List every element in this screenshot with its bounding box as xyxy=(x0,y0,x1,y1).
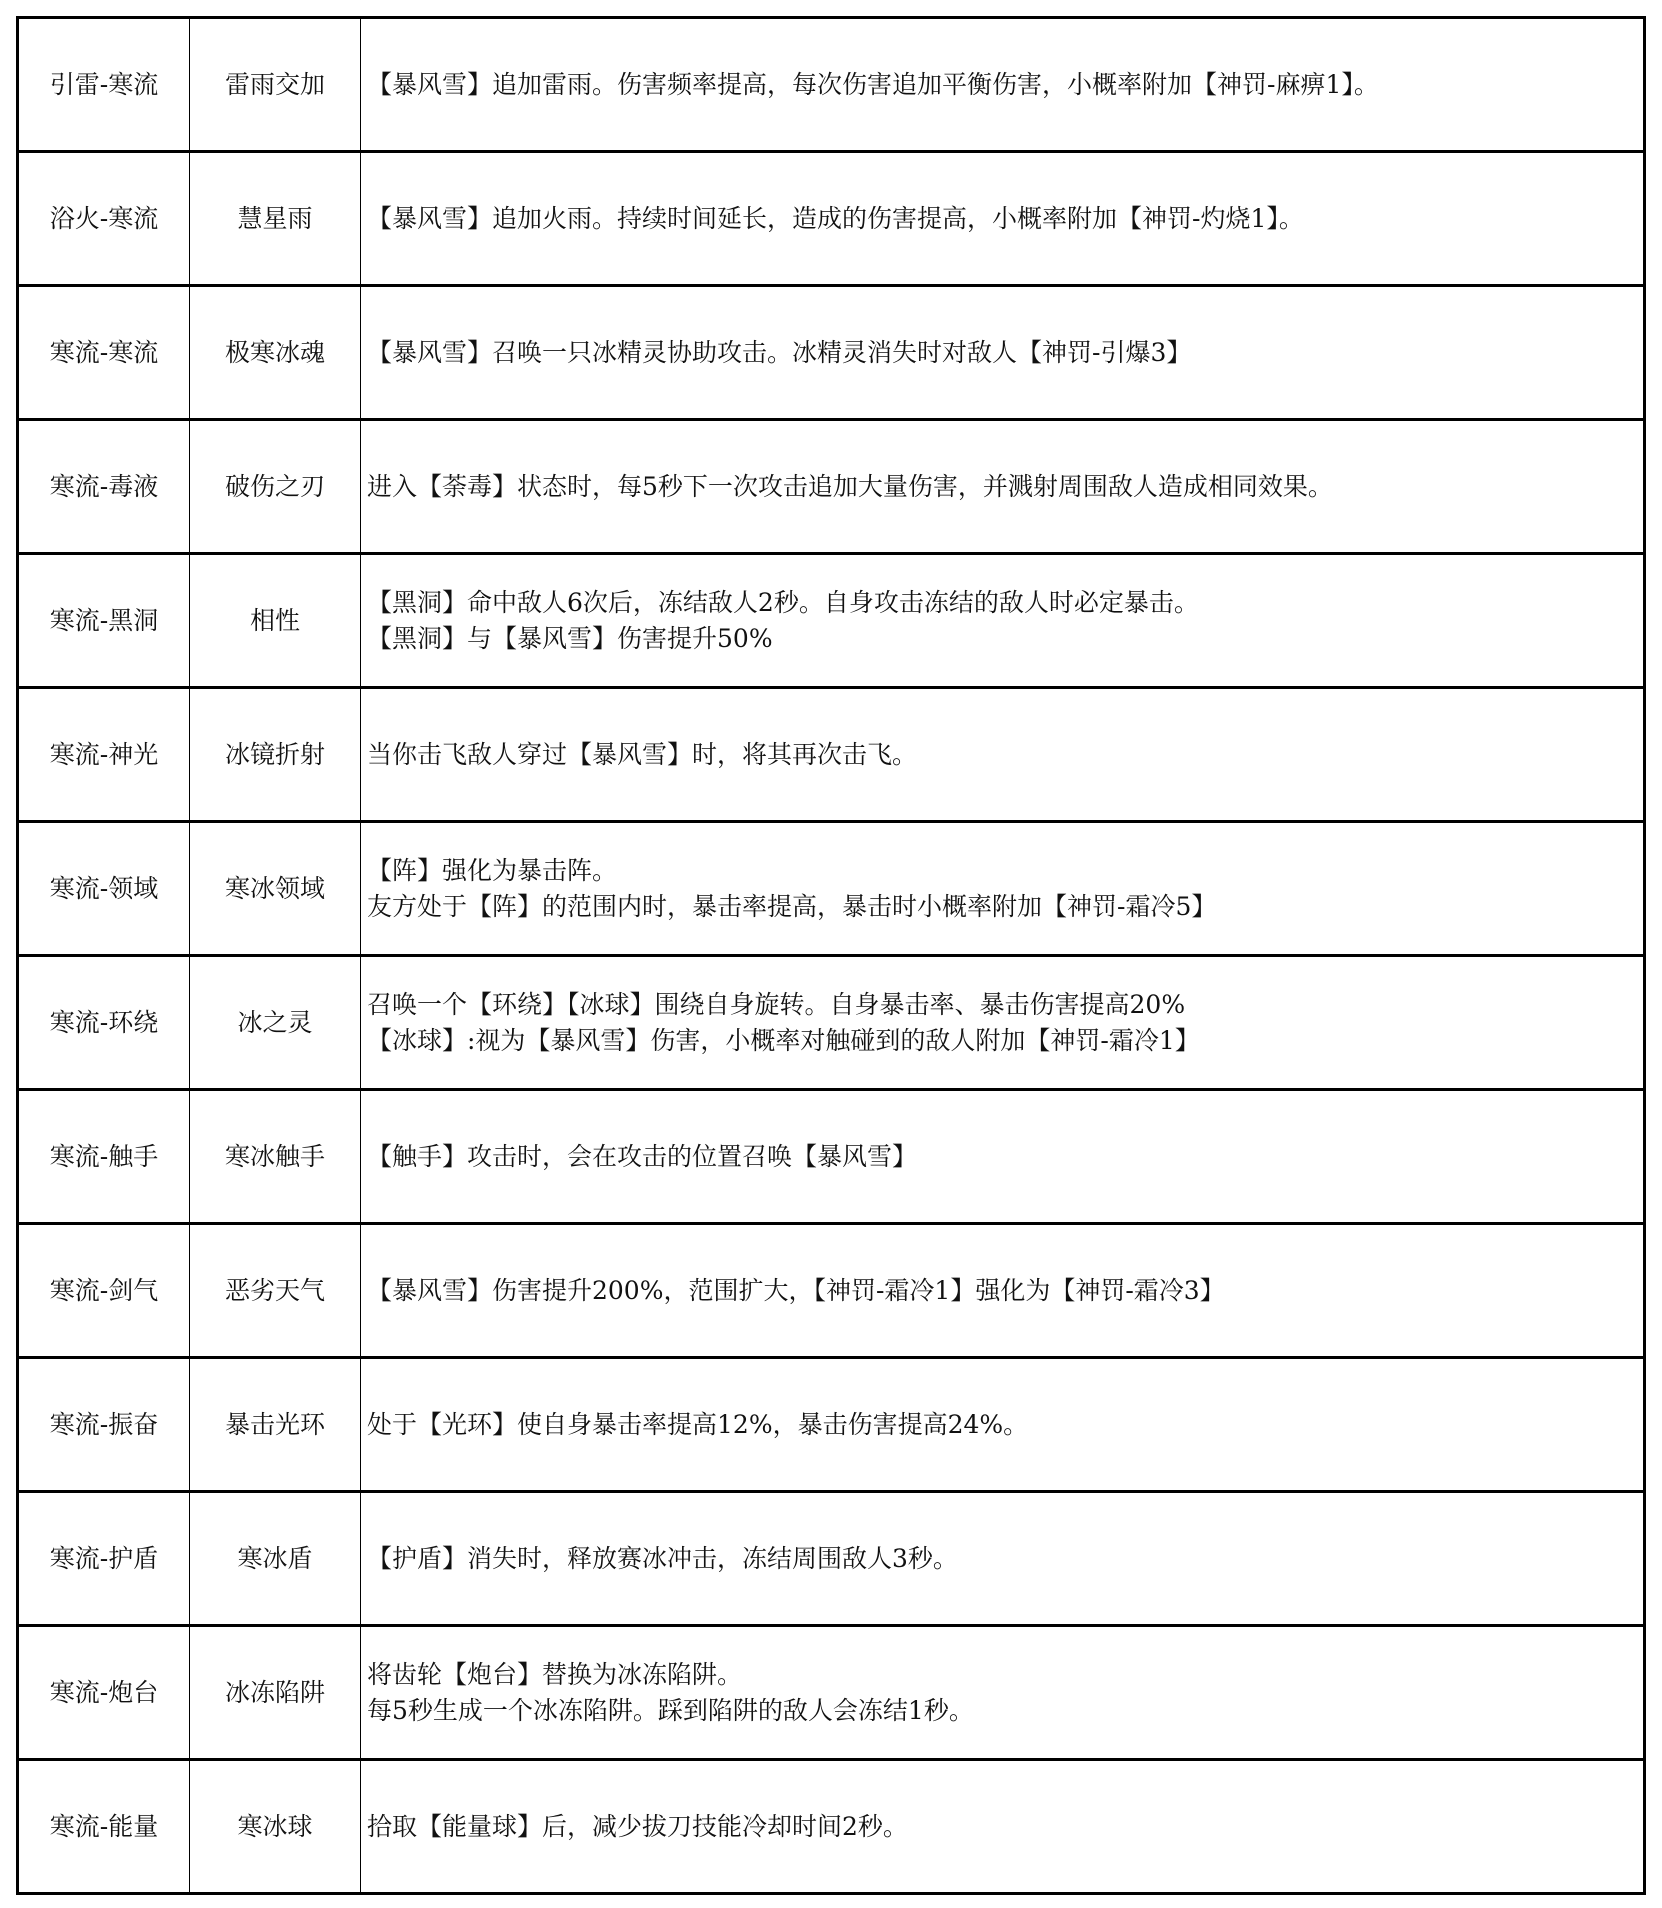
description-line: 当你击飞敌人穿过【暴风雪】时，将其再次击飞。 xyxy=(367,739,918,769)
description-cell xyxy=(361,286,1645,420)
skill-name-cell: 寒冰领域 xyxy=(190,822,361,956)
table-row xyxy=(18,1090,1645,1224)
table-row xyxy=(18,1760,1645,1894)
description-cell xyxy=(361,1760,1645,1894)
description-line: 将齿轮【炮台】替换为冰冻陷阱。 xyxy=(367,1659,743,1689)
skill-name-cell: 暴击光环 xyxy=(190,1358,361,1492)
table-row xyxy=(18,18,1645,152)
table-row xyxy=(18,688,1645,822)
description-cell xyxy=(361,1224,1645,1358)
description-cell xyxy=(361,1358,1645,1492)
combo-cell: 寒流-炮台 xyxy=(18,1626,190,1760)
table-row xyxy=(18,1224,1645,1358)
description-cell xyxy=(361,956,1645,1090)
description-cell xyxy=(361,688,1645,822)
table-row xyxy=(18,822,1645,956)
description-line: 【阵】强化为暴击阵。 xyxy=(367,855,618,885)
combo-cell: 寒流-黑洞 xyxy=(18,554,190,688)
skill-name-cell: 寒冰触手 xyxy=(190,1090,361,1224)
description-line: 【暴风雪】追加雷雨。伤害频率提高，每次伤害追加平衡伤害，小概率附加【神罚-麻痹1】。 xyxy=(367,69,1379,99)
description-cell xyxy=(361,152,1645,286)
combo-cell: 寒流-环绕 xyxy=(18,956,190,1090)
skill-name-cell: 慧星雨 xyxy=(190,152,361,286)
skill-name-cell: 雷雨交加 xyxy=(190,18,361,152)
description-line: 【暴风雪】伤害提升200%，范围扩大，【神罚-霜冷1】强化为【神罚-霜冷3】 xyxy=(367,1275,1225,1305)
skill-name-cell: 破伤之刃 xyxy=(190,420,361,554)
description-line: 【暴风雪】追加火雨。持续时间延长，造成的伤害提高，小概率附加【神罚-灼烧1】。 xyxy=(367,203,1304,233)
description-line: 【触手】攻击时，会在攻击的位置召唤【暴风雪】 xyxy=(367,1141,918,1171)
description-line: 【冰球】:视为【暴风雪】伤害，小概率对触碰到的敌人附加【神罚-霜冷1】 xyxy=(367,1025,1200,1055)
description-cell xyxy=(361,1626,1645,1760)
description-cell xyxy=(361,420,1645,554)
description-line: 处于【光环】使自身暴击率提高12%，暴击伤害提高24%。 xyxy=(367,1409,1029,1439)
description-line: 【黑洞】与【暴风雪】伤害提升50% xyxy=(367,623,773,653)
description-line: 拾取【能量球】后，减少拔刀技能冷却时间2秒。 xyxy=(367,1811,908,1841)
description-line: 【黑洞】命中敌人6次后，冻结敌人2秒。自身攻击冻结的敌人时必定暴击。 xyxy=(367,587,1199,617)
combo-cell: 寒流-护盾 xyxy=(18,1492,190,1626)
combo-cell: 寒流-毒液 xyxy=(18,420,190,554)
skill-combo-table xyxy=(16,16,1646,1895)
combo-cell: 寒流-剑气 xyxy=(18,1224,190,1358)
combo-cell: 寒流-寒流 xyxy=(18,286,190,420)
description-line: 【护盾】消失时，释放赛冰冲击，冻结周围敌人3秒。 xyxy=(367,1543,958,1573)
skill-name-cell: 恶劣天气 xyxy=(190,1224,361,1358)
skill-name-cell: 冰冻陷阱 xyxy=(190,1626,361,1760)
description-line: 友方处于【阵】的范围内时，暴击率提高，暴击时小概率附加【神罚-霜冷5】 xyxy=(367,891,1217,921)
table-row xyxy=(18,1626,1645,1760)
description-line: 【暴风雪】召唤一只冰精灵协助攻击。冰精灵消失时对敌人【神罚-引爆3】 xyxy=(367,337,1192,367)
skill-name-cell: 寒冰球 xyxy=(190,1760,361,1894)
combo-cell: 寒流-触手 xyxy=(18,1090,190,1224)
table-body xyxy=(18,18,1645,1894)
description-cell xyxy=(361,18,1645,152)
description-cell xyxy=(361,1492,1645,1626)
description-line: 每5秒生成一个冰冻陷阱。踩到陷阱的敌人会冻结1秒。 xyxy=(367,1695,974,1725)
skill-name-cell: 冰之灵 xyxy=(190,956,361,1090)
description-cell xyxy=(361,822,1645,956)
combo-cell: 寒流-领域 xyxy=(18,822,190,956)
table-row xyxy=(18,420,1645,554)
table-row xyxy=(18,554,1645,688)
combo-cell: 寒流-神光 xyxy=(18,688,190,822)
combo-cell: 引雷-寒流 xyxy=(18,18,190,152)
combo-cell: 寒流-能量 xyxy=(18,1760,190,1894)
skill-name-cell: 极寒冰魂 xyxy=(190,286,361,420)
combo-cell: 浴火-寒流 xyxy=(18,152,190,286)
description-cell xyxy=(361,1090,1645,1224)
table-row xyxy=(18,286,1645,420)
table-row xyxy=(18,1358,1645,1492)
description-cell xyxy=(361,554,1645,688)
skill-name-cell: 相性 xyxy=(190,554,361,688)
table-row xyxy=(18,956,1645,1090)
description-line: 召唤一个【环绕】【冰球】围绕自身旋转。自身暴击率、暴击伤害提高20% xyxy=(367,989,1186,1019)
skill-name-cell: 冰镜折射 xyxy=(190,688,361,822)
combo-cell: 寒流-振奋 xyxy=(18,1358,190,1492)
table-row xyxy=(18,152,1645,286)
table-row xyxy=(18,1492,1645,1626)
description-line: 进入【荼毒】状态时，每5秒下一次攻击追加大量伤害，并溅射周围敌人造成相同效果。 xyxy=(367,471,1333,501)
skill-name-cell: 寒冰盾 xyxy=(190,1492,361,1626)
